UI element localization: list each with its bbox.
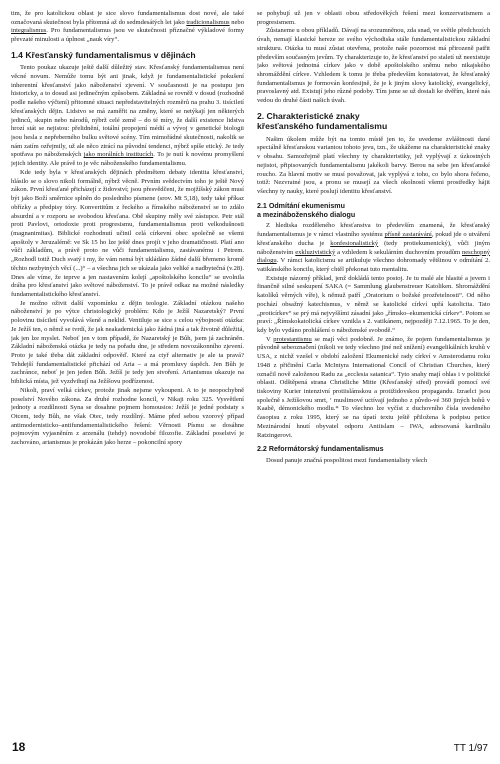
underlined-term: protestantismu — [273, 335, 312, 343]
paragraph: Nikoli, praví velká církev, protože jinak nejsme vykoupeni. A to je neopochybně poselství Nového zákona. Za druhé rozhodne koncil, v Nikaji roku 325. Vysvětlení jednoty a rozdílnosti Syna se dosahne pojmem homousios: Ježíš je jedné podstaty s Otcem, tedy Bůh, ne však Otec, tedy rozdílný. Máme před sebou vzorový případ antimodernisticko–antifundamentalistického řešení: Věrnosti Písmu se dosáhne pojmovým vyjasněním z arzenálu (tehdy) novodobé filozofie. Základní poselství je zachováno, arianismus je prokázán jako herze – pokoncilní spory — [11, 386, 244, 447]
paragraph: Zůstaneme u obou příkladů. Dávají na srozumněnou, zda snad, ve světle předchozích úvah, nemají klasické hereze ze svého východiska stále fundamentalistickou základní strukturu. Otázka tu musí zůstat otevřena, protože naše pozornost má přirozeně patřit především současným jevům. Ty charakterizuje to, že křesťanství po staletí už neexistuje jako světová jednotná církev jako v době apoštolského sněmu nebo nikajského shromáždění církve. Vzhledem k tomu je třeba především konstatovat, že křesťanský fundamentalismus je formován konfesijně, že je k jiným slovy katolický, evangelický, pravoslavný atd. Existují jeho různé podoby. Tím jsme se už dostali ke dvěřím, které nás vedou do druhé části našich úvah. — [257, 27, 490, 105]
text-run: Tento poukaz ukazuje ještě další důležitý stav. Křesťanský fundamentalismus není věcné novum. Nemůže tomu být ani jinak, když je fundamentalistické pokušení inherentní křesťanství jako náboženství zjevení. V současnosti je na postupu jen historicky, a to dosud asi jedinečným způsobem. Základná se rovněž v dosud (rozhodně podle našeho výčtení) přitomné situaci nepředstavitelných rozměrů na prahu 3. tisíciletí křesťanských dějin. Lidstvo se má zaměřit na změny, které se netýkají jen některých jedinců, skupin nebo národů, nýbrž celé země – do té míry, že další existence lidstva hrozí stát se nejistou: přelidnění, totální propojení médií a vývoj v genetické biologii jsou hesla z nepřeberného bulku světové scény. Tím mimořádné skutečnosti, nakolik se nám zatím ozřejmily, už ale něco ztrácí na původní tendenci, nýbrž spíše etický. Je tedy spotřava po náboženských — [11, 64, 244, 159]
page-number: 18 — [12, 740, 26, 754]
paragraph — [257, 222, 490, 274]
paragraph: se pohybují už jen v oblasti obou středověkých řešení mezi konzervatismem a progresismem. — [257, 10, 490, 26]
paragraph: Existuje názorný příklad, jenž dokládá tento postoj. Je tu malé ale hlasité a jevem i finančně silné seskupení SAKA (= Sammlung glaubenstreuer Katoliken. Shromáždění katolíků věrných víře), k němuž patří „Oratorium o božské prozřetelnosti“. Od něho pochází obsažný katechismus, v němž se katolické církví upřá katolicita. Tato „proticírkev“ se prý má nejvyššími zásadní jako „římsko–ekumenická církev“. Potom se praví: „Římskokatolická církev vznikla s 2. vatikánem, nejpozději 7.12.1965. To je den, kdy bylo vydáno prohlášení o náboženské svobodě.“ — [257, 274, 490, 334]
underlined-term: neschopný dialogu — [257, 248, 490, 265]
left-column — [11, 10, 244, 724]
text-run: V — [266, 335, 274, 343]
text-run: Z hlediska rozděleného křesťanstva to především znamená, že křesťanský fundamentalismus je v rámci vlastního systému — [257, 222, 490, 239]
paragraph — [257, 336, 490, 441]
text-run: (tedy protiekumenický), vůči jiným náboženstvím — [257, 239, 490, 256]
subsection-heading — [257, 202, 490, 220]
paragraph: Kde tedy byla v křesťanských dějinách předmětem debaty identita křesťanství, hlásilo se o slovo nikoli formálně, nýbrž věcně. Prvním svědectvím toho je ještě Nový zákon. První křesťané přicházejí z židovství; jsou přesvědčeni, že mojžíšský zákon musí být jako Boží směrnice splněn do posledního písmene (srov. Mt 5,18), tedy také příkaz obřízky a předpisy tóry. Konvertitům z řeckého a římského náboženství se to zdálo absurdní a v rozporu se svobodou křesťana. Obě skupiny měly své zástupce. Petr stál proti Pavlovi, ortodoxie proti progresismu, fundamentalismus proti velkodušnosti (magnanimitas). Biblické rozhodnutí učinil celá církevní obec společně se všemi apoštoly v Jeruzalémě: ve Sk 15 ho lze ještě dnes projít v jeho dramatičnosti. Platí ano vůči základům, a právě proto ne vůči fundamentalismu, zastávanému i Petrem. „Rozhodl totiž Duch svatý i my, že vám nemá být ukládáno žádné další břemeno kromě těchto nezbytných věcí (...)“ – a všechna jich se ukázala jako veliké a nadbytečná (v.28). Dnes ale víme, že teprve a jen nastavením kolejí „apoštolského koncilu“ se uvolnila dráha pro křesťanství jako světové náboženství. To je právě odkaz na možné následky fundamentalistického křesťanství. — [11, 168, 244, 298]
text-run: . V rámci katolicismu se artikuluje všechno dohromady většinou v odmítání 2. vatikánského koncilu, který chtěl překonat tuto mentalitu. — [257, 257, 490, 273]
paragraph — [11, 64, 244, 169]
paragraph: Našim úkolem může být na tomto místě jen to, že uvedeme zvláštnosti dané speciálně křesťanskou variantou tohoto jevu, tzn., že ukážeme na charakteristické znaky v obsahu. Samozřejmě platí všechny ty charakteristiky, jež vyplývají z úzkostných nejistot, připisovaných fundamentalismu jakékoli barvy. Berou na sebe jen křesťanské roucho. Za hlavní motiv se musí považovat, jak vyplývá z toho, co bylo shora řečeno, totiž: Nezvratné jsou, a pronu se musejí za všech okolností všemi prostředky hájit všechny ty nauky, které poslují identitu křesťanství. — [257, 135, 490, 196]
underlined-term: integralismus — [11, 27, 47, 35]
paragraph: Je možno oživit další vzpomínku z dějin teologie. Základní otázkou našeho náboženství je po výtce christologický problém: Kdo je Ježíš Nazaretský? První polovinu tisíciletí vyvolává všeně a neklid. Ventiluje se sice s celou výbojností otázka: Je Ježíš ten, o němž se tvrdí, že jak neakademická jako žádná jiná a tak životně důležitá, jak jen lze myslet. Neboť jen v tom případě, že Nazaretský je Bůh, jsem já zachráněn. Základní náboženská otázka je tedy na pořadu dne, je středem novozákonního zjevení. Proto je také třeba dát základní odpověď. Které za ctyř alternativ je ale ta pravá? Tehdejší fundamentalistické přichází od Aria – a má promluvy úspěch. Jen Bůh je zachránce, neboť je jen jeden Bůh. Ježíš je tedy jen stvoření. Arianismus ukazuje na biblická místa, jež vyzdvihují na Ježíšovu podřízenost. — [11, 299, 244, 386]
heading-line: a mezináboženského dialogu — [257, 210, 356, 219]
heading-line: 2. Charakteristické znaky — [257, 110, 360, 121]
text-run: tim, že pro katolickou oblast je sice slovo fundamentalismus dost nové, ale také označovaná skutečnost byla přítomná až do sedmdesátých let jako — [11, 10, 244, 26]
issue-label: TT 1/97 — [453, 743, 488, 754]
heading-line: 2.1 Odmítání ekumenismu — [257, 201, 345, 210]
text-run: , pokud jde o utváření křesťanského ducha je — [257, 231, 490, 247]
text-run: se mají věci podobně. Je známo, že pojem fundamentalismus je původně sebeoznačení (nikoli ve tedy všechno jiné než snížení) evangelikálních kruhů v USA, z nichž vzešel v období založení Ekumenické rady církví v Amsterodamu roku 1948 z přičinění Carla McIntyra International Concil of Christian Churches, který označil nově založenou Radu za „ecclesia satanica“. Tyto snahy mají ohlas i v politické oblasti. Odštěpená strana Christliche Mitte (Křesťanský střed) provádí pomocí své tiskoviny Kurier intenzivní protiislámskou a protižidovskou propagandu. Izraelci jsou společně s Ježíšovou smrt, ‘ muslimové uctívají jednoho z půvdo-vé 360 jiných bohů v Kaabě, démonického modlu.* To všechno lze vyčíst z duchovního čísla uvedeného časopisu z roku 1995, který se na úpatí textu ještě přiložena k podpisu petice Mezinárodní hnutí obyvatel odporu Antiislam – IWA, adresovaná kardinálu Ratzingerovi. — [257, 335, 490, 439]
right-column — [257, 10, 490, 724]
underlined-term: exkluzivistický — [295, 248, 336, 256]
text-run: a vzhledem k sekulárním duchovním proudům — [335, 248, 462, 256]
underlined-term: konfesionalistický — [330, 239, 379, 247]
text-run: nebo — [229, 18, 244, 26]
section-heading — [257, 111, 490, 132]
heading-line: křesťanského fundamentalismu — [257, 121, 388, 132]
text-run: . To je nutí k novému promyšlení jejich identity. Ale právě to je věc náboženského fundamentalismu. — [11, 151, 244, 168]
subsection-heading: 2.2 Reformátorský fundamentalismus — [257, 445, 384, 454]
underlined-term: tradicionalismus — [186, 18, 230, 26]
paragraph — [11, 10, 244, 45]
paragraph: Dosud panuje značná pospolitost mezi fundamentalisty všech — [266, 457, 428, 465]
underlined-term: přísně zastarávání — [384, 231, 432, 239]
underlined-term: jako morálních institucích — [83, 151, 154, 159]
section-heading: 1.4 Křesťanský fundamentalismus v dějinách — [11, 49, 196, 60]
text-run: . Pro fundamentalismus jsou ve skutečnosti příznačné výkladové formy převzaté minulosti a úplnost „nauk víry“. — [11, 27, 244, 44]
